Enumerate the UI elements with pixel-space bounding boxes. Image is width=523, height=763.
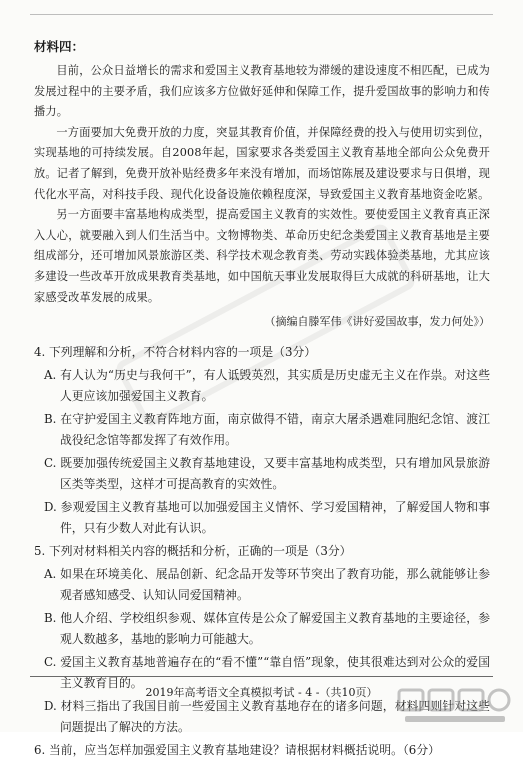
option-d: D. 材料三指出了我国目前一些爱国主义教育基地存在的诸多问题，材料四则针对这些问题提出了解决的方法。 — [44, 699, 490, 735]
option-c: C. 既要加强传统爱国主义教育基地建设，又要丰富基地构成类型，只有增加风景旅游区类等类型，这样才可提高教育的实效性。 — [44, 456, 490, 492]
question-6 — [34, 740, 490, 761]
top-rule — [30, 14, 493, 15]
material-title: 材料四： — [34, 39, 85, 54]
option-a: A. 有人认为“历史与我何干”，有人诋毁英烈，其实质是历史虚无主义在作祟。对这些人更应该加强爱国主义教育。 — [44, 368, 490, 404]
question-stem: 6. 当前，应当怎样加强爱国主义教育基地建设？请根据材料概括说明。（6分） — [34, 743, 440, 758]
bottom-rule — [30, 676, 493, 677]
question-5 — [34, 541, 490, 738]
option-a: A. 如果在环境美化、展品创新、纪念品开发等环节突出了教育功能，那么就能够让参观者感知感受、认知认同爱国精神。 — [44, 567, 490, 603]
question-4 — [34, 342, 490, 539]
material-paragraph-2: 一方面要加大免费开放的力度，突显其教育价值，并保障经费的投入与使用切实到位，实现基地的可持续发展。自2008年起，国家要求各类爱国主义教育基地全部向公众免费开放。记者了解到，免费开放补贴经费多年来没有增加，而场馆陈展及建设要求与日俱增，现代化水平高，对科技手段、现代化设备设施依赖程度深，导致爱国主义教育基地资金吃紧。 — [34, 125, 490, 201]
option-b: B. 在守护爱国主义教育阵地方面，南京做得不错，南京大屠杀遇难同胞纪念馆、渡江战役纪念馆等都发挥了有效作用。 — [44, 412, 490, 448]
option-c: C. 爱国主义教育基地普遍存在的“看不懂”“靠自悟”现象，使其很难达到对公众的爱国主义教育目的。 — [44, 655, 490, 691]
page-footer: 2019年高考语文全真模拟考试 - 4 -（共10页） — [145, 686, 378, 699]
material-paragraph-1: 目前，公众日益增长的需求和爱国主义教育基地较为滞缓的建设速度不相匹配，已成为发展过程中的主要矛盾，我们应该多方位做好延伸和保障工作，提升爱国故事的影响力和传播力。 — [34, 64, 490, 119]
material-paragraph-3: 另一方面要丰富基地构成类型，提高爱国主义教育的实效性。要使爱国主义教育真正深入人心，就要融入到人们生活当中。文物博物类、革命历史纪念类爱国主义教育基地是主要组成部分，还可增加风景旅游区类、科学技术观念教育类、劳动实践体验类基地，尤其应该多建设一些改革开放成果教育类基地，如中国航天事业发展取得巨大成就的科研基地，让大家感受改革发展的成果。 — [34, 208, 490, 304]
option-d: D. 参观爱国主义教育基地可以加强爱国主义情怀、学习爱国精神，了解爱国人物和事件，只有少数人对此有认识。 — [44, 500, 490, 536]
option-b: B. 他人介绍、学校组织参观、媒体宣传是公众了解爱国主义教育基地的主要途径，参观人数越多，基地的影响力可能越大。 — [44, 611, 490, 647]
question-stem: 5. 下列对材料相关内容的概括和分析，正确的一项是（3分） — [34, 544, 352, 559]
main-content — [34, 38, 490, 763]
question-stem: 4. 下列理解和分析，不符合材料内容的一项是（3分） — [34, 345, 317, 360]
source-citation: （摘编自滕军伟《讲好爱国故事，发力何处》） — [264, 315, 490, 329]
